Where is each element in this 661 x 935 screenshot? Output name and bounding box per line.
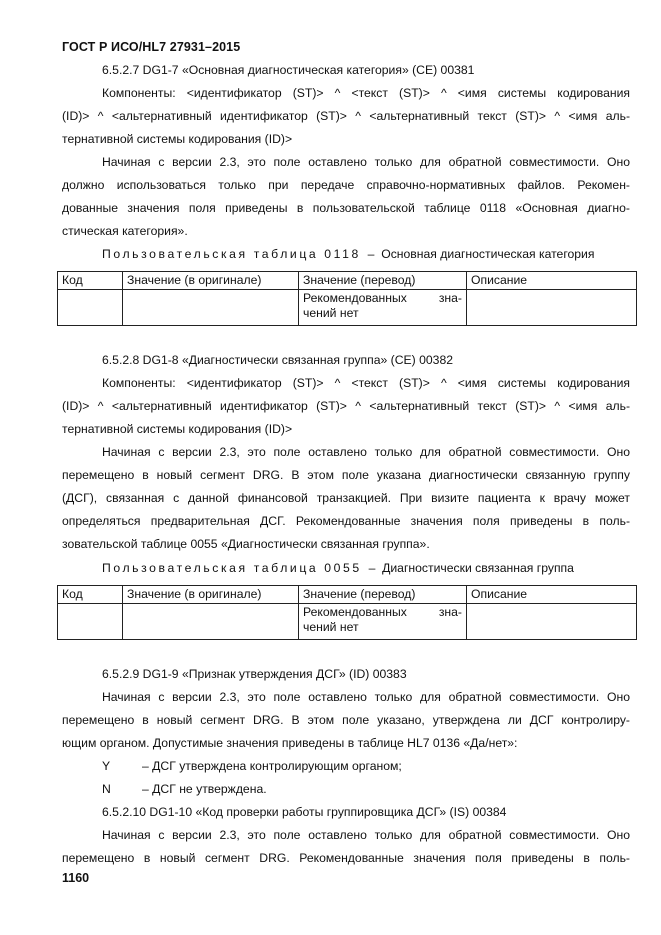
text-line: Начиная с версии 2.3, это поле оставлено только для обратной совместимости. Оно [102,690,630,704]
text-line: (ДСГ), связанная с данной финансовой транзакцией. При визите пациента к врачу может [62,491,630,505]
table-row [58,604,637,640]
page-number: 1160 [62,871,90,885]
section-heading: 6.5.2.8 DG1-8 «Диагностически связанная группа» (CE) 00382 [102,353,454,367]
text-line: дованные значения поля приведены в пользовательской таблице 0118 «Основная диагно- [62,201,630,215]
section-heading: 6.5.2.7 DG1-7 «Основная диагностическая категория» (CE) 00381 [102,63,475,77]
list-item [102,781,267,797]
text-line: Компоненты: <идентификатор (ST)> ^ <текст (ST)> ^ <имя системы кодирования [102,376,630,390]
table-header-row [58,272,637,290]
translation-cell: Рекомендованных зна- чений нет [299,604,467,640]
code-cell [58,290,123,326]
text-line: (ID)> ^ <альтернативный идентификатор (ST)> ^ <альтернативный текст (ST)> ^ <имя аль- [62,399,630,413]
item-text: – ДСГ не утверждена. [142,782,267,796]
text-line: перемещено в новый сегмент DRG. В этом поле указана диагностически связанную группу [62,468,630,482]
table-row [58,290,637,326]
page-header: ГОСТ Р ИСО/HL7 27931–2015 [62,40,241,54]
header-cell: Значение (в оригинале) [123,586,299,604]
header-cell: Значение (перевод) [299,272,467,290]
text-line: Начиная с версии 2.3, это поле оставлено только для обратной совместимости. Оно [102,155,630,169]
header-cell: Описание [467,586,637,604]
translation-cell: Рекомендованных зна- чений нет [299,290,467,326]
text-line: перемещено в новый сегмент DRG. В этом поле указано, утверждена ли ДСГ контролиру- [62,713,630,727]
header-cell: Описание [467,272,637,290]
header-cell: Код [58,272,123,290]
original-cell [123,604,299,640]
section-heading: 6.5.2.9 DG1-9 «Признак утверждения ДСГ» (ID) 00383 [102,667,407,681]
text-line: стическая категория». [62,224,188,238]
code-cell [58,604,123,640]
text-line: перемещено в новый сегмент DRG. Рекомендованные значения поля приведены в поль- [62,851,630,865]
header-cell: Значение (перевод) [299,586,467,604]
user-table-0118 [57,271,637,326]
text-line: Компоненты: <идентификатор (ST)> ^ <текст (ST)> ^ <имя системы кодирования [102,86,630,100]
text-line: тернативной системы кодирования (ID)> [62,422,293,436]
list-item [102,758,402,774]
header-cell: Значение (в оригинале) [123,272,299,290]
table-caption: Пользовательская таблица 0055 – Диагностически связанная группа [102,561,574,575]
item-code: N [102,782,111,796]
user-table-0055 [57,585,637,640]
text-line: ющим органом. Допустимые значения приведены в таблице HL7 0136 «Да/нет»: [62,736,518,750]
text-line: Начиная с версии 2.3, это поле оставлено только для обратной совместимости. Оно [102,445,630,459]
table-header-row [58,586,637,604]
section-heading: 6.5.2.10 DG1-10 «Код проверки работы группировщика ДСГ» (IS) 00384 [102,805,507,819]
item-text: – ДСГ утверждена контролирующим органом; [142,759,402,773]
original-cell [123,290,299,326]
table-caption: Пользовательская таблица 0118 – Основная диагностическая категория [102,247,595,261]
item-code: Y [102,759,111,773]
text-line: (ID)> ^ <альтернативный идентификатор (ST)> ^ <альтернативный текст (ST)> ^ <имя аль- [62,109,630,123]
text-line: Начиная с версии 2.3, это поле оставлено только для обратной совместимости. Оно [102,828,630,842]
description-cell [467,604,637,640]
description-cell [467,290,637,326]
header-cell: Код [58,586,123,604]
text-line: зовательской таблице 0055 «Диагностически связанная группа». [62,537,430,551]
text-line: тернативной системы кодирования (ID)> [62,132,293,146]
text-line: должно использоваться только при передаче справочно-нормативных файлов. Рекомен- [62,178,630,192]
text-line: определяться предварительная ДСГ. Рекомендованные значения поля приведены в поль- [62,514,630,528]
